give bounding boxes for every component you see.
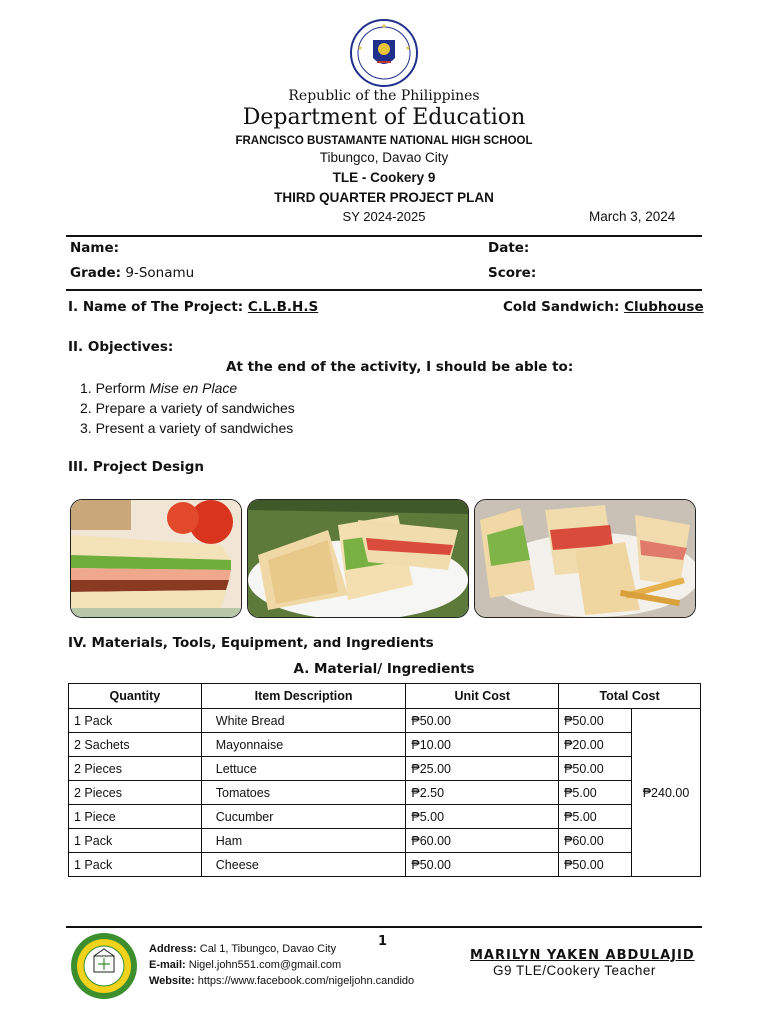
materials-table xyxy=(68,683,701,877)
date-label: Date: xyxy=(488,240,530,256)
grade-line xyxy=(70,265,194,281)
school-seal-logo xyxy=(68,932,140,1000)
school-name: FRANCISCO BUSTAMANTE NATIONAL HIGH SCHOOL xyxy=(235,135,533,147)
project-name-value: C.L.B.H.S xyxy=(247,299,319,315)
table-row: 2 Sachets Mayonnaise ₱10.00 ₱20.00 xyxy=(69,733,701,757)
objective-item: 3. Present a variety of sandwiches xyxy=(80,420,294,436)
project-name-label: I. Name of The Project: xyxy=(68,299,244,315)
email-link[interactable]: Nigel.john551.com@gmail.com xyxy=(188,959,342,971)
school-year: SY 2024-2025 xyxy=(342,209,426,224)
score-label: Score: xyxy=(488,265,537,281)
email-line: E-mail: Nigel.john551.com@gmail.com xyxy=(149,959,342,971)
table-row: 1 Pack Ham ₱60.00 ₱60.00 xyxy=(69,829,701,853)
subject-title: TLE - Cookery 9 xyxy=(332,170,436,185)
objectives-intro: At the end of the activity, I should be able to: xyxy=(226,359,574,375)
column-header: Total Cost xyxy=(559,684,701,709)
teacher-name: MARILYN YAKEN ABDULAJID xyxy=(470,948,695,963)
materials-subheading: A. Material/ Ingredients xyxy=(293,661,475,677)
table-row: 1 Pack White Bread ₱50.00 ₱50.00 ₱240.00 xyxy=(69,709,701,733)
sandwich-value: Clubhouse xyxy=(624,299,704,315)
design-heading: III. Project Design xyxy=(68,459,204,475)
republic-label: Republic of the Philippines xyxy=(288,88,480,104)
column-header: Item Description xyxy=(201,684,406,709)
column-header: Unit Cost xyxy=(406,684,559,709)
objective-item: 1. Perform Mise en Place xyxy=(80,380,238,396)
table-header-row xyxy=(69,684,701,709)
teacher-title: G9 TLE/Cookery Teacher xyxy=(493,963,656,978)
address-line: Address: Cal 1, Tibungco, Davao City xyxy=(149,943,337,955)
project-name-line xyxy=(68,299,318,315)
column-header: Quantity xyxy=(69,684,202,709)
deped-seal-logo xyxy=(347,18,421,88)
grade-value: 9-Sonamu xyxy=(125,265,195,281)
objectives-list xyxy=(80,378,295,438)
contact-block xyxy=(149,941,414,989)
grade-label: Grade: xyxy=(70,265,122,281)
table-row: 1 Pack Cheese ₱50.00 ₱50.00 xyxy=(69,853,701,877)
document-date: March 3, 2024 xyxy=(589,209,676,224)
objective-item: 2. Prepare a variety of sandwiches xyxy=(80,400,295,416)
sandwich-photo-2 xyxy=(247,499,469,618)
table-row: 2 Pieces Lettuce ₱25.00 ₱50.00 xyxy=(69,757,701,781)
plan-title: THIRD QUARTER PROJECT PLAN xyxy=(274,190,494,205)
page-number: 1 xyxy=(378,934,388,949)
materials-heading: IV. Materials, Tools, Equipment, and Ingredients xyxy=(68,635,434,651)
department-title: Department of Education xyxy=(242,105,526,130)
objectives-heading: II. Objectives: xyxy=(68,339,174,355)
sandwich-photo-1 xyxy=(70,499,242,618)
footer-divider xyxy=(66,926,702,928)
table-row: 1 Piece Cucumber ₱5.00 ₱5.00 xyxy=(69,805,701,829)
sandwich-photo-3 xyxy=(474,499,696,618)
school-location: Tibungco, Davao City xyxy=(319,150,449,165)
website-link[interactable]: https://www.facebook.com/nigeljohn.candido xyxy=(197,975,415,987)
website-line: Website: https://www.facebook.com/nigeljohn.candido xyxy=(149,975,415,987)
info-divider xyxy=(66,289,702,291)
top-divider xyxy=(66,235,702,237)
table-row: 2 Pieces Tomatoes ₱2.50 ₱5.00 xyxy=(69,781,701,805)
name-label: Name: xyxy=(70,240,120,256)
grand-total-cell: ₱240.00 xyxy=(631,709,700,877)
sandwich-label: Cold Sandwich: xyxy=(503,299,620,315)
sandwich-line xyxy=(503,299,704,315)
